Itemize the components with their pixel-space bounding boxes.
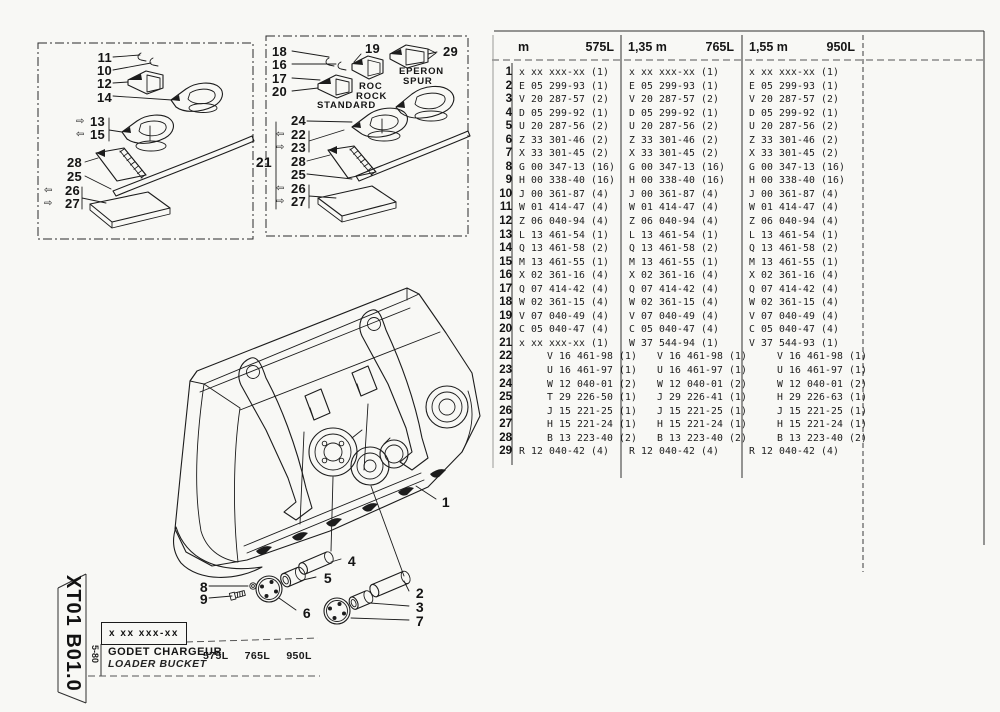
part-ref-cell: C 05 040-47 (4): [519, 324, 609, 336]
part-ref-cell: B 13 223-40 (2): [547, 432, 637, 444]
label-roc: ROC: [359, 81, 383, 92]
callout-25: 25: [66, 169, 82, 184]
part-ref-cell: W 02 361-15 (4): [749, 297, 839, 309]
row-number: 10: [499, 187, 512, 200]
label-rock: ROCK: [356, 91, 388, 102]
part-ref-cell: V 07 040-49 (4): [629, 310, 719, 322]
model-label: 575L: [585, 40, 614, 54]
table-row: [494, 337, 990, 351]
part-ref-cell: W 37 544-94 (1): [629, 337, 719, 349]
row-number: 11: [499, 201, 512, 214]
part-ref-cell: H 00 338-40 (16): [519, 175, 615, 187]
row-number: 17: [499, 282, 512, 295]
part-ref-cell: G 00 347-13 (16): [519, 161, 615, 173]
table-row: [494, 350, 990, 364]
date-code: 5-80: [90, 645, 100, 664]
part-ref-cell: X 02 361-16 (4): [629, 270, 719, 282]
callout-24: 24: [290, 113, 306, 128]
part-ref-cell: x xx xxx-xx (1): [519, 67, 609, 78]
callout-28: 28: [66, 155, 82, 170]
bucket-drawing: [173, 288, 480, 577]
part-ref-cell: U 16 461-97 (1): [777, 365, 867, 377]
part-ref-cell: H 00 338-40 (16): [629, 175, 725, 187]
part-ref-cell: Z 06 040-94 (4): [629, 216, 719, 228]
row-number: 1: [505, 66, 512, 78]
direction-arrow-left-icon: ⇦: [276, 183, 285, 194]
table-row: [494, 310, 990, 324]
part-ref-cell: x xx xxx-xx (1): [519, 337, 609, 349]
part-ref-cell: H 15 221-24 (1): [657, 419, 747, 431]
callout-5: 5: [323, 570, 332, 586]
table-row: [494, 418, 990, 432]
part-ref-cell: U 20 287-56 (2): [519, 121, 609, 133]
part-ref-cell: Z 33 301-46 (2): [629, 134, 719, 146]
part-ref-cell: R 12 040-42 (4): [519, 446, 609, 458]
part-ref-cell: V 20 287-57 (2): [749, 94, 839, 106]
table-row: [494, 391, 990, 405]
table-row: [494, 174, 990, 188]
part-ref-cell: D 05 299-92 (1): [519, 107, 609, 119]
part-ref-cell: E 05 299-93 (1): [629, 80, 719, 92]
part-ref-cell: V 07 040-49 (4): [749, 310, 839, 322]
part-ref-cell: U 20 287-56 (2): [629, 121, 719, 133]
row-number: 7: [505, 147, 512, 160]
part-ref-cell: L 13 461-54 (1): [749, 229, 839, 241]
callout-26b: 26: [290, 181, 306, 196]
callout-9: 9: [199, 591, 208, 607]
callout-7: 7: [415, 613, 424, 629]
table-row: [494, 188, 990, 202]
direction-arrow-right-icon: ⇨: [44, 198, 53, 209]
table-row: [494, 378, 990, 392]
callout-6: 6: [302, 605, 311, 621]
table-header-950l: [749, 39, 855, 55]
direction-arrow-right-icon: ⇨: [276, 142, 285, 153]
part-ref-cell: R 12 040-42 (4): [629, 446, 719, 458]
parts-table-body: [494, 66, 990, 459]
part-number-mask: x xx xxx-xx: [101, 622, 187, 645]
table-row: [494, 120, 990, 134]
part-ref-cell: E 05 299-93 (1): [749, 80, 839, 92]
table-row: [494, 242, 990, 256]
part-ref-cell: G 00 347-13 (16): [629, 161, 725, 173]
label-spur: SPUR: [403, 76, 433, 87]
part-ref-cell: J 29 226-41 (1): [657, 392, 747, 404]
part-ref-cell: M 13 461-55 (1): [749, 256, 839, 268]
part-ref-cell: Z 06 040-94 (4): [749, 216, 839, 228]
part-ref-cell: G 00 347-13 (16): [749, 161, 845, 173]
part-ref-cell: D 05 299-92 (1): [749, 107, 839, 119]
part-ref-cell: Q 07 414-42 (4): [519, 283, 609, 295]
row-number: 22: [499, 350, 512, 363]
part-ref-cell: J 00 361-87 (4): [629, 188, 719, 200]
table-row: [494, 296, 990, 310]
part-ref-cell: W 02 361-15 (4): [629, 297, 719, 309]
part-ref-cell: M 13 461-55 (1): [629, 256, 719, 268]
direction-arrow-left-icon: ⇦: [44, 185, 53, 196]
row-number: 9: [505, 174, 512, 187]
part-ref-cell: R 12 040-42 (4): [749, 446, 839, 458]
callout-13: 13: [89, 114, 105, 129]
table-row: [494, 364, 990, 378]
capacity-label: 1,55 m: [749, 40, 788, 54]
part-ref-cell: V 16 461-98 (1): [547, 351, 637, 363]
row-number: 29: [499, 445, 512, 458]
row-number: 15: [499, 255, 512, 268]
part-ref-cell: Q 07 414-42 (4): [749, 283, 839, 295]
callout-18: 18: [271, 44, 287, 59]
callout-2: 2: [415, 585, 424, 601]
callout-22: 22: [290, 127, 306, 142]
part-ref-cell: T 29 226-50 (1): [547, 392, 637, 404]
label-eperon: EPERON: [399, 66, 444, 77]
table-row: [494, 445, 990, 459]
part-ref-cell: V 07 040-49 (4): [519, 310, 609, 322]
callout-11: 11: [97, 50, 112, 65]
part-ref-cell: J 15 221-25 (1): [657, 405, 747, 417]
row-number: 19: [499, 309, 512, 322]
row-number: 24: [499, 377, 512, 390]
row-number: 26: [499, 404, 512, 417]
part-ref-cell: W 12 040-01 (2): [547, 378, 637, 390]
row-number: 20: [499, 323, 512, 336]
part-ref-cell: H 15 221-24 (1): [777, 419, 867, 431]
part-ref-cell: V 20 287-57 (2): [629, 94, 719, 106]
row-number: 8: [505, 160, 512, 173]
callout-19: 19: [364, 41, 380, 56]
row-number: 13: [499, 228, 512, 241]
callout-10: 10: [96, 63, 112, 78]
title-french: GODET CHARGEUR: [108, 646, 223, 658]
callout-14: 14: [96, 90, 112, 105]
part-ref-cell: W 01 414-47 (4): [519, 202, 609, 214]
callout-4: 4: [347, 553, 356, 569]
part-ref-cell: X 33 301-45 (2): [749, 148, 839, 160]
callout-28b: 28: [290, 154, 306, 169]
part-ref-cell: H 00 338-40 (16): [749, 175, 845, 187]
part-ref-cell: C 05 040-47 (4): [749, 324, 839, 336]
table-row: [494, 229, 990, 243]
part-ref-cell: C 05 040-47 (4): [629, 324, 719, 336]
part-ref-cell: X 02 361-16 (4): [749, 270, 839, 282]
part-ref-cell: E 05 299-93 (1): [519, 80, 609, 92]
part-ref-cell: J 00 361-87 (4): [749, 188, 839, 200]
direction-arrow-left-icon: ⇦: [276, 129, 285, 140]
table-row: [494, 80, 990, 94]
row-number: 12: [499, 215, 512, 228]
part-ref-cell: J 00 361-87 (4): [519, 188, 609, 200]
part-ref-cell: M 13 461-55 (1): [519, 256, 609, 268]
part-ref-cell: W 12 040-01 (2): [777, 378, 867, 390]
part-ref-cell: X 33 301-45 (2): [629, 148, 719, 160]
part-ref-cell: L 13 461-54 (1): [519, 229, 609, 241]
part-ref-cell: U 20 287-56 (2): [749, 121, 839, 133]
part-ref-cell: Q 13 461-58 (2): [519, 243, 609, 255]
callout-27b: 27: [290, 194, 306, 209]
part-ref-cell: U 16 461-97 (1): [657, 365, 747, 377]
table-row: [494, 147, 990, 161]
callout-20: 20: [271, 84, 287, 99]
part-ref-cell: Q 13 461-58 (2): [629, 243, 719, 255]
row-number: 23: [499, 364, 512, 377]
table-row: [494, 66, 990, 80]
table-row: [494, 161, 990, 175]
table-row: [494, 201, 990, 215]
part-ref-cell: H 29 226-63 (1): [777, 392, 867, 404]
table-row: [494, 107, 990, 121]
direction-arrow-right-icon: ⇨: [76, 116, 85, 127]
table-header-575l: [518, 39, 614, 55]
table-row: [494, 134, 990, 148]
part-ref-cell: x xx xxx-xx (1): [749, 67, 839, 78]
table-row: [494, 323, 990, 337]
part-ref-cell: V 37 544-93 (1): [749, 337, 839, 349]
table-row: [494, 432, 990, 446]
part-ref-cell: Z 33 301-46 (2): [519, 134, 609, 146]
part-ref-cell: W 01 414-47 (4): [749, 202, 839, 214]
callout-21: 21: [255, 154, 272, 170]
row-number: 3: [505, 93, 512, 106]
callout-8: 8: [199, 579, 208, 595]
part-ref-cell: B 13 223-40 (2): [657, 432, 747, 444]
row-number: 18: [499, 296, 512, 309]
drawing-code: XT01 B01.0: [62, 575, 84, 692]
row-number: 14: [499, 242, 512, 255]
table-row: [494, 93, 990, 107]
part-ref-cell: L 13 461-54 (1): [629, 229, 719, 241]
callout-26: 26: [64, 183, 80, 198]
title-english: LOADER BUCKET: [108, 658, 207, 670]
callout-12: 12: [96, 76, 112, 91]
callout-27: 27: [64, 196, 80, 211]
callout-15: 15: [89, 127, 105, 142]
table-header-765l: [628, 39, 734, 55]
model-label: 765L: [705, 40, 734, 54]
direction-arrow-left-icon: ⇦: [76, 129, 85, 140]
part-ref-cell: W 12 040-01 (2): [657, 378, 747, 390]
part-ref-cell: J 15 221-25 (1): [777, 405, 867, 417]
part-ref-cell: H 15 221-24 (1): [547, 419, 637, 431]
part-ref-cell: Z 06 040-94 (4): [519, 216, 609, 228]
row-number: 21: [499, 336, 512, 349]
row-number: 27: [499, 418, 512, 431]
part-ref-cell: Q 13 461-58 (2): [749, 243, 839, 255]
row-number: 5: [505, 120, 512, 133]
table-row: [494, 215, 990, 229]
row-number: 2: [505, 79, 512, 92]
table-row: [494, 256, 990, 270]
callout-16: 16: [271, 57, 287, 72]
row-number: 28: [499, 431, 512, 444]
label-standard: STANDARD: [317, 100, 376, 111]
row-number: 6: [505, 133, 512, 146]
part-ref-cell: V 16 461-98 (1): [657, 351, 747, 363]
part-ref-cell: V 20 287-57 (2): [519, 94, 609, 106]
callout-17: 17: [271, 71, 287, 86]
callout-1: 1: [441, 494, 450, 510]
part-ref-cell: x xx xxx-xx (1): [629, 67, 719, 78]
part-ref-cell: Z 33 301-46 (2): [749, 134, 839, 146]
capacity-label: m: [518, 40, 530, 54]
part-ref-cell: W 02 361-15 (4): [519, 297, 609, 309]
capacity-label: 1,35 m: [628, 40, 667, 54]
model-list: 575L 765L 950L: [203, 650, 312, 662]
table-row: [494, 269, 990, 283]
part-ref-cell: D 05 299-92 (1): [629, 107, 719, 119]
callout-3: 3: [415, 599, 424, 615]
part-ref-cell: U 16 461-97 (1): [547, 365, 637, 377]
direction-arrow-right-icon: ⇨: [276, 196, 285, 207]
row-number: 16: [499, 269, 512, 282]
part-ref-cell: X 02 361-16 (4): [519, 270, 609, 282]
part-ref-cell: J 15 221-25 (1): [547, 405, 637, 417]
table-row: [494, 405, 990, 419]
row-number: 25: [499, 391, 512, 404]
part-ref-cell: W 01 414-47 (4): [629, 202, 719, 214]
part-ref-cell: V 16 461-98 (1): [777, 351, 867, 363]
part-ref-cell: B 13 223-40 (2): [777, 432, 867, 444]
table-row: [494, 283, 990, 297]
callout-25b: 25: [290, 167, 306, 182]
row-number: 4: [505, 106, 512, 119]
callout-23: 23: [290, 140, 306, 155]
part-ref-cell: X 33 301-45 (2): [519, 148, 609, 160]
model-label: 950L: [826, 40, 855, 54]
part-ref-cell: Q 07 414-42 (4): [629, 283, 719, 295]
callout-29: 29: [442, 44, 458, 59]
